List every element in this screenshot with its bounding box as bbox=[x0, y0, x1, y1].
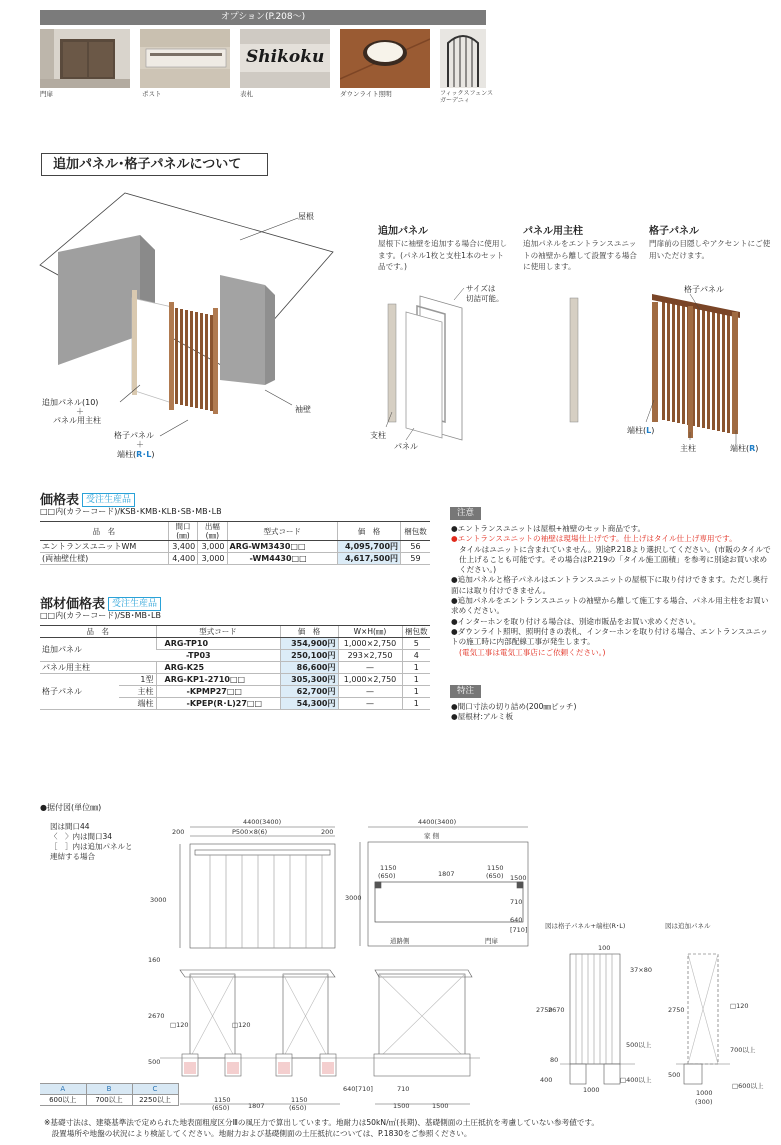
diagram-label-panel-post: パネル用主柱 bbox=[53, 416, 101, 425]
special-list: ●間口寸法の切り詰め(200㎜ピッチ) ●屋根材:アルミ板 bbox=[451, 702, 577, 722]
product-desc-panel-post: 追加パネルをエントランスユニットの袖壁から離して設置する場合に使用します。 bbox=[523, 239, 637, 271]
svg-text:1150: 1150 bbox=[214, 1096, 231, 1104]
svg-text:500以上: 500以上 bbox=[626, 1041, 652, 1049]
product-desc-add-panel: 屋根下に袖壁を追加する場合に使用します。(パネル1枚と支柱1本のセット品です。) bbox=[378, 239, 508, 271]
table-row: 格子パネル 1型 ARG-KP1-2710□□ 305,300円 1,000×2,750 1 bbox=[40, 674, 430, 686]
svg-text:□400以上: □400以上 bbox=[620, 1076, 652, 1084]
parts-price-table-color-code: □□内(カラーコード)/SB･MB･LB bbox=[40, 611, 161, 620]
svg-text:2750: 2750 bbox=[536, 1006, 553, 1014]
option-label-downlight: ダウンライト照明 bbox=[340, 90, 392, 98]
svg-text:1500: 1500 bbox=[393, 1102, 410, 1110]
svg-text:道路側: 道路側 bbox=[390, 937, 410, 945]
col-depth: 出幅 (㎜) bbox=[198, 522, 227, 541]
part-label-main-post: 主柱 bbox=[680, 444, 696, 453]
part-label-post: 支柱 bbox=[370, 431, 386, 440]
made-to-order-badge: 受注生産品 bbox=[82, 493, 135, 507]
post-image bbox=[140, 29, 230, 88]
svg-text:(650): (650) bbox=[486, 872, 504, 880]
product-desc-lattice: 門扉前の目隠しやアクセントにご使用いただけます。 bbox=[649, 239, 771, 260]
svg-text:(650): (650) bbox=[289, 1104, 307, 1112]
diagram-label-lattice: 格子パネル bbox=[114, 431, 154, 440]
product-title-add-panel: 追加パネル bbox=[378, 226, 428, 237]
drawing-legend-notes: 図は間口44 〈 〉内は間口34 ［ ］内は追加パネルと 連結する場合 bbox=[50, 822, 133, 861]
parts-drawing bbox=[370, 282, 770, 452]
svg-text:2670: 2670 bbox=[148, 1012, 165, 1020]
option-label-fence: フィックスフェンス ガーデニィ bbox=[440, 90, 493, 104]
options-header: オプション(P.208〜) bbox=[40, 10, 486, 25]
col-price: 価 格 bbox=[337, 522, 400, 541]
svg-text:□120: □120 bbox=[232, 1021, 251, 1029]
diagram-label-add-panel: 追加パネル(10) bbox=[42, 398, 99, 407]
svg-text:□120: □120 bbox=[170, 1021, 189, 1029]
svg-text:□120: □120 bbox=[730, 1002, 749, 1010]
svg-text:P500×8(6): P500×8(6) bbox=[232, 828, 268, 836]
svg-text:160: 160 bbox=[148, 956, 161, 964]
diagram-label-end-post: 端柱(R･L) bbox=[117, 450, 155, 459]
svg-text:1500: 1500 bbox=[510, 874, 527, 882]
notes-list: ●エントランスユニットは屋根+袖壁のセット商品です。 ●エントランスユニットの袖壁は現場仕上げです。仕上げはタイル仕上げ専用です。 タイルはユニットに含まれていません。別途P.218より選択してください。(市販のタイルで仕上げることも可能です。その場合はP.219の「タイル施工面積」を参考に別途お買い求めください。) ●追加パネルと格子パネルはエントランスユニットの屋根下に取り付けできます。ただし奥行面には取り付けできません。 ●追加パネルをエントランスユニットの袖壁から離して施工する場合、パネル用主柱をお買い求めください。 ●インターホンを取り付ける場合は、別途市販品をお買い求めください。 ●ダウンライト照明、照明付きの表札、インターホンを取り付ける場合、エントランスユニットの施工時に内部配線工事が発生します。 (電気工事は電気工事店にご依頼ください。) bbox=[451, 524, 771, 657]
diagram-label-side-wall: 袖壁 bbox=[295, 405, 311, 414]
svg-text:640: 640 bbox=[510, 916, 523, 924]
option-label-post: ポスト bbox=[142, 90, 162, 98]
parts-price-table bbox=[40, 625, 430, 710]
svg-text:400: 400 bbox=[540, 1076, 553, 1084]
dim-top-width: 4400(3400) bbox=[243, 818, 282, 826]
col-qty: 梱包数 bbox=[402, 626, 430, 638]
svg-text:700以上: 700以上 bbox=[730, 1046, 756, 1054]
gate-thumbnail bbox=[40, 29, 130, 88]
size-note-2: 切詰可能。 bbox=[466, 294, 504, 303]
svg-text:1150: 1150 bbox=[487, 864, 504, 872]
svg-text:家 側: 家 側 bbox=[424, 832, 440, 840]
svg-text:37×80: 37×80 bbox=[630, 966, 652, 974]
svg-text:1000: 1000 bbox=[696, 1089, 713, 1097]
col-width: 間口 (㎜) bbox=[168, 522, 197, 541]
diagram-label-roof: 屋根 bbox=[298, 212, 314, 221]
size-note-1: サイズは bbox=[466, 284, 496, 293]
nameplate-sign-text: Shikoku bbox=[246, 47, 325, 67]
table-row: 端柱 -KPEP(R･L)27□□ 54,300円 — 1 bbox=[40, 698, 430, 710]
svg-text:1807: 1807 bbox=[438, 870, 455, 878]
col-name: 品 名 bbox=[40, 626, 156, 638]
svg-text:門扉: 門扉 bbox=[485, 937, 498, 945]
svg-text:□600以上: □600以上 bbox=[732, 1082, 764, 1090]
installation-drawing bbox=[40, 812, 780, 1122]
option-label-gate: 門扉 bbox=[40, 90, 53, 98]
svg-text:710: 710 bbox=[510, 898, 523, 906]
svg-text:(650): (650) bbox=[212, 1104, 230, 1112]
svg-text:2750: 2750 bbox=[668, 1006, 685, 1014]
svg-text:1150: 1150 bbox=[380, 864, 397, 872]
product-title-lattice: 格子パネル bbox=[649, 226, 699, 237]
section-title: 追加パネル･格子パネルについて bbox=[41, 153, 268, 176]
svg-text:100: 100 bbox=[598, 944, 611, 952]
notes-header: 注意 bbox=[450, 507, 481, 520]
table-row: パネル用主柱 ARG-K25 86,600円 — 1 bbox=[40, 662, 430, 674]
made-to-order-badge-2: 受注生産品 bbox=[108, 597, 161, 611]
svg-text:4400(3400): 4400(3400) bbox=[418, 818, 457, 826]
diagram-label-plus-1: ＋ bbox=[76, 407, 84, 416]
fence-image bbox=[440, 29, 486, 88]
price-table-title: 価格表 受注生産品 bbox=[40, 489, 135, 508]
price-table-color-code: □□内(カラーコード)/KSB･KMB･KLB･SB･MB･LB bbox=[40, 507, 222, 516]
svg-text:(300): (300) bbox=[695, 1098, 713, 1106]
col-code: 型式コード bbox=[227, 522, 337, 541]
part-label-end-r: 端柱(R) bbox=[730, 444, 759, 453]
col-code: 型式コード bbox=[156, 626, 280, 638]
special-header: 特注 bbox=[450, 685, 481, 698]
part-label-end-l: 端柱(L) bbox=[627, 426, 655, 435]
svg-text:200: 200 bbox=[321, 828, 334, 836]
svg-text:710: 710 bbox=[397, 1085, 410, 1093]
table-row: 主柱 -KPMP27□□ 62,700円 — 1 bbox=[40, 686, 430, 698]
part-label-panel: パネル bbox=[394, 442, 418, 451]
svg-text:3000: 3000 bbox=[150, 896, 167, 904]
col-price: 価 格 bbox=[280, 626, 338, 638]
diagram-label-plus-2: ＋ bbox=[136, 440, 144, 449]
product-title-panel-post: パネル用主柱 bbox=[523, 226, 583, 237]
col-name: 品 名 bbox=[40, 522, 168, 541]
svg-text:(650): (650) bbox=[378, 872, 396, 880]
post-thumbnail bbox=[140, 29, 230, 88]
col-size: W×H(㎜) bbox=[338, 626, 402, 638]
svg-text:500: 500 bbox=[668, 1071, 681, 1079]
svg-text:1500: 1500 bbox=[432, 1102, 449, 1110]
downlight-thumbnail bbox=[340, 29, 430, 88]
svg-text:1807: 1807 bbox=[248, 1102, 265, 1110]
parts-price-table-title: 部材価格表 受注生産品 bbox=[40, 593, 161, 612]
table-row: エントランスユニットWM 3,400 3,000 ARG-WM3430□□ 4,095,700円 56 bbox=[40, 541, 430, 553]
drawing-title: ●据付図(単位㎜) bbox=[40, 803, 102, 812]
svg-text:1000: 1000 bbox=[583, 1086, 600, 1094]
svg-text:80: 80 bbox=[550, 1056, 559, 1064]
svg-text:図は格子パネル+端柱(R･L): 図は格子パネル+端柱(R･L) bbox=[545, 922, 626, 930]
svg-text:3000: 3000 bbox=[345, 894, 362, 902]
svg-text:[710]: [710] bbox=[510, 926, 528, 934]
part-label-lattice-panel: 格子パネル bbox=[684, 285, 724, 294]
downlight-image bbox=[340, 29, 430, 88]
table-row: 追加パネル ARG-TP10 354,900円 1,000×2,750 5 bbox=[40, 638, 430, 650]
svg-text:1150: 1150 bbox=[291, 1096, 308, 1104]
option-label-nameplate: 表札 bbox=[240, 90, 253, 98]
svg-text:200: 200 bbox=[172, 828, 185, 836]
svg-text:500: 500 bbox=[148, 1058, 161, 1066]
fence-thumbnail bbox=[440, 29, 486, 88]
ground-table: A B C 600以上 700以上 2250以上 bbox=[40, 1083, 179, 1106]
col-qty: 梱包数 bbox=[401, 522, 430, 541]
price-table bbox=[40, 521, 430, 565]
nameplate-thumbnail bbox=[240, 29, 330, 88]
footnotes: ※基礎寸法は、建築基準法で定められた地表面粗度区分Ⅲの風圧力で算出しています。地耐力は50kN/㎡(長期)、基礎側面の土圧抵抗を考慮していない参考値です。 設置場所や地盤の状況により検証してください。地耐力および基礎側面の土圧抵抗については、P.1830をご参照ください。 bbox=[44, 1118, 599, 1138]
svg-text:図は追加パネル: 図は追加パネル bbox=[665, 922, 711, 930]
svg-text:2670: 2670 bbox=[548, 1006, 565, 1014]
gate-image bbox=[40, 29, 130, 88]
svg-text:640[710]: 640[710] bbox=[343, 1085, 373, 1093]
table-row: (両袖壁仕様) 4,400 3,000 -WM4430□□ 4,617,500円 59 bbox=[40, 553, 430, 565]
table-row: -TP03 250,100円 293×2,750 4 bbox=[40, 650, 430, 662]
